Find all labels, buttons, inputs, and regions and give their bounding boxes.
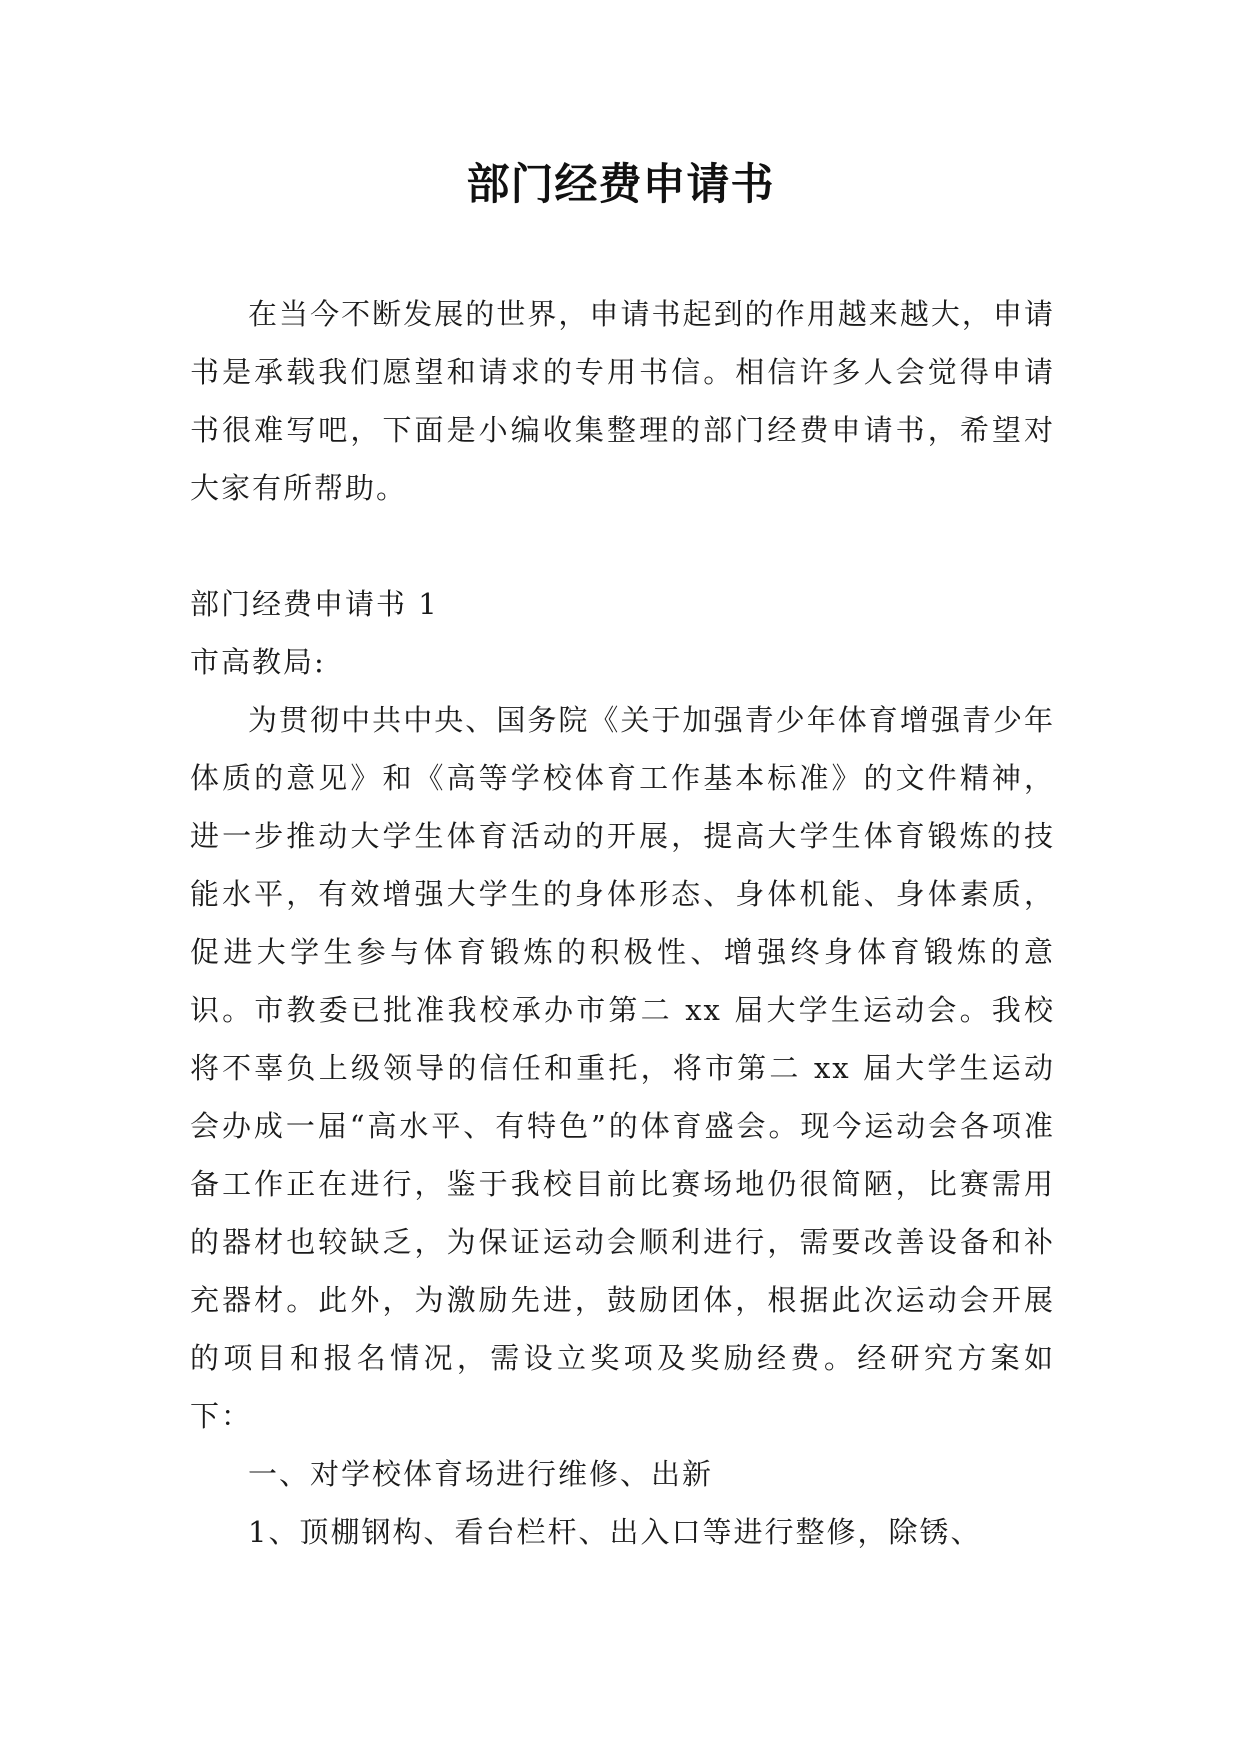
recipient-line: 市高教局: [190,645,326,679]
document-body [190,285,1055,1561]
document-title: 部门经费申请书 [466,160,775,210]
section-title: 部门经费申请书 1 [190,587,439,621]
body-paragraph: 为贯彻中共中央、国务院《关于加强青少年体育增强青少年体质的意见》和《高等学校体育工作基本标准》的文件精神，进一步推动大学生体育活动的开展，提高大学生体育锻炼的技能水平，有效增强大学生的身体形态、身体机能、身体素质，促进大学生参与体育锻炼的积极性、增强终身体育锻炼的意识。市教委已批准我校承办市第二 xx 届大学生运动会。我校将不辜负上级领导的信任和重托，将市第二 xx 届大学生运动会办成一届“高水平、有特色”的体育盛会。现今运动会各项准备工作正在进行，鉴于我校目前比赛场地仍很简陋，比赛需用的器材也较缺乏，为保证运动会顺利进行，需要改善设备和补充器材。此外，为激励先进，鼓励团体，根据此次运动会开展的项目和报名情况，需设立奖项及奖励经费。经研究方案如下： [190,703,1055,1433]
intro-paragraph: 在当今不断发展的世界，申请书起到的作用越来越大，申请书是承载我们愿望和请求的专用书信。相信许多人会觉得申请书很难写吧，下面是小编收集整理的部门经费申请书，希望对大家有所帮助。 [190,297,1055,505]
paragraph-spacer [190,517,1055,575]
item-heading: 一、对学校体育场进行维修、出新 [248,1457,714,1491]
list-item: 1、顶棚钢构、看台栏杆、出入口等进行整修，除锈、 [248,1515,982,1549]
